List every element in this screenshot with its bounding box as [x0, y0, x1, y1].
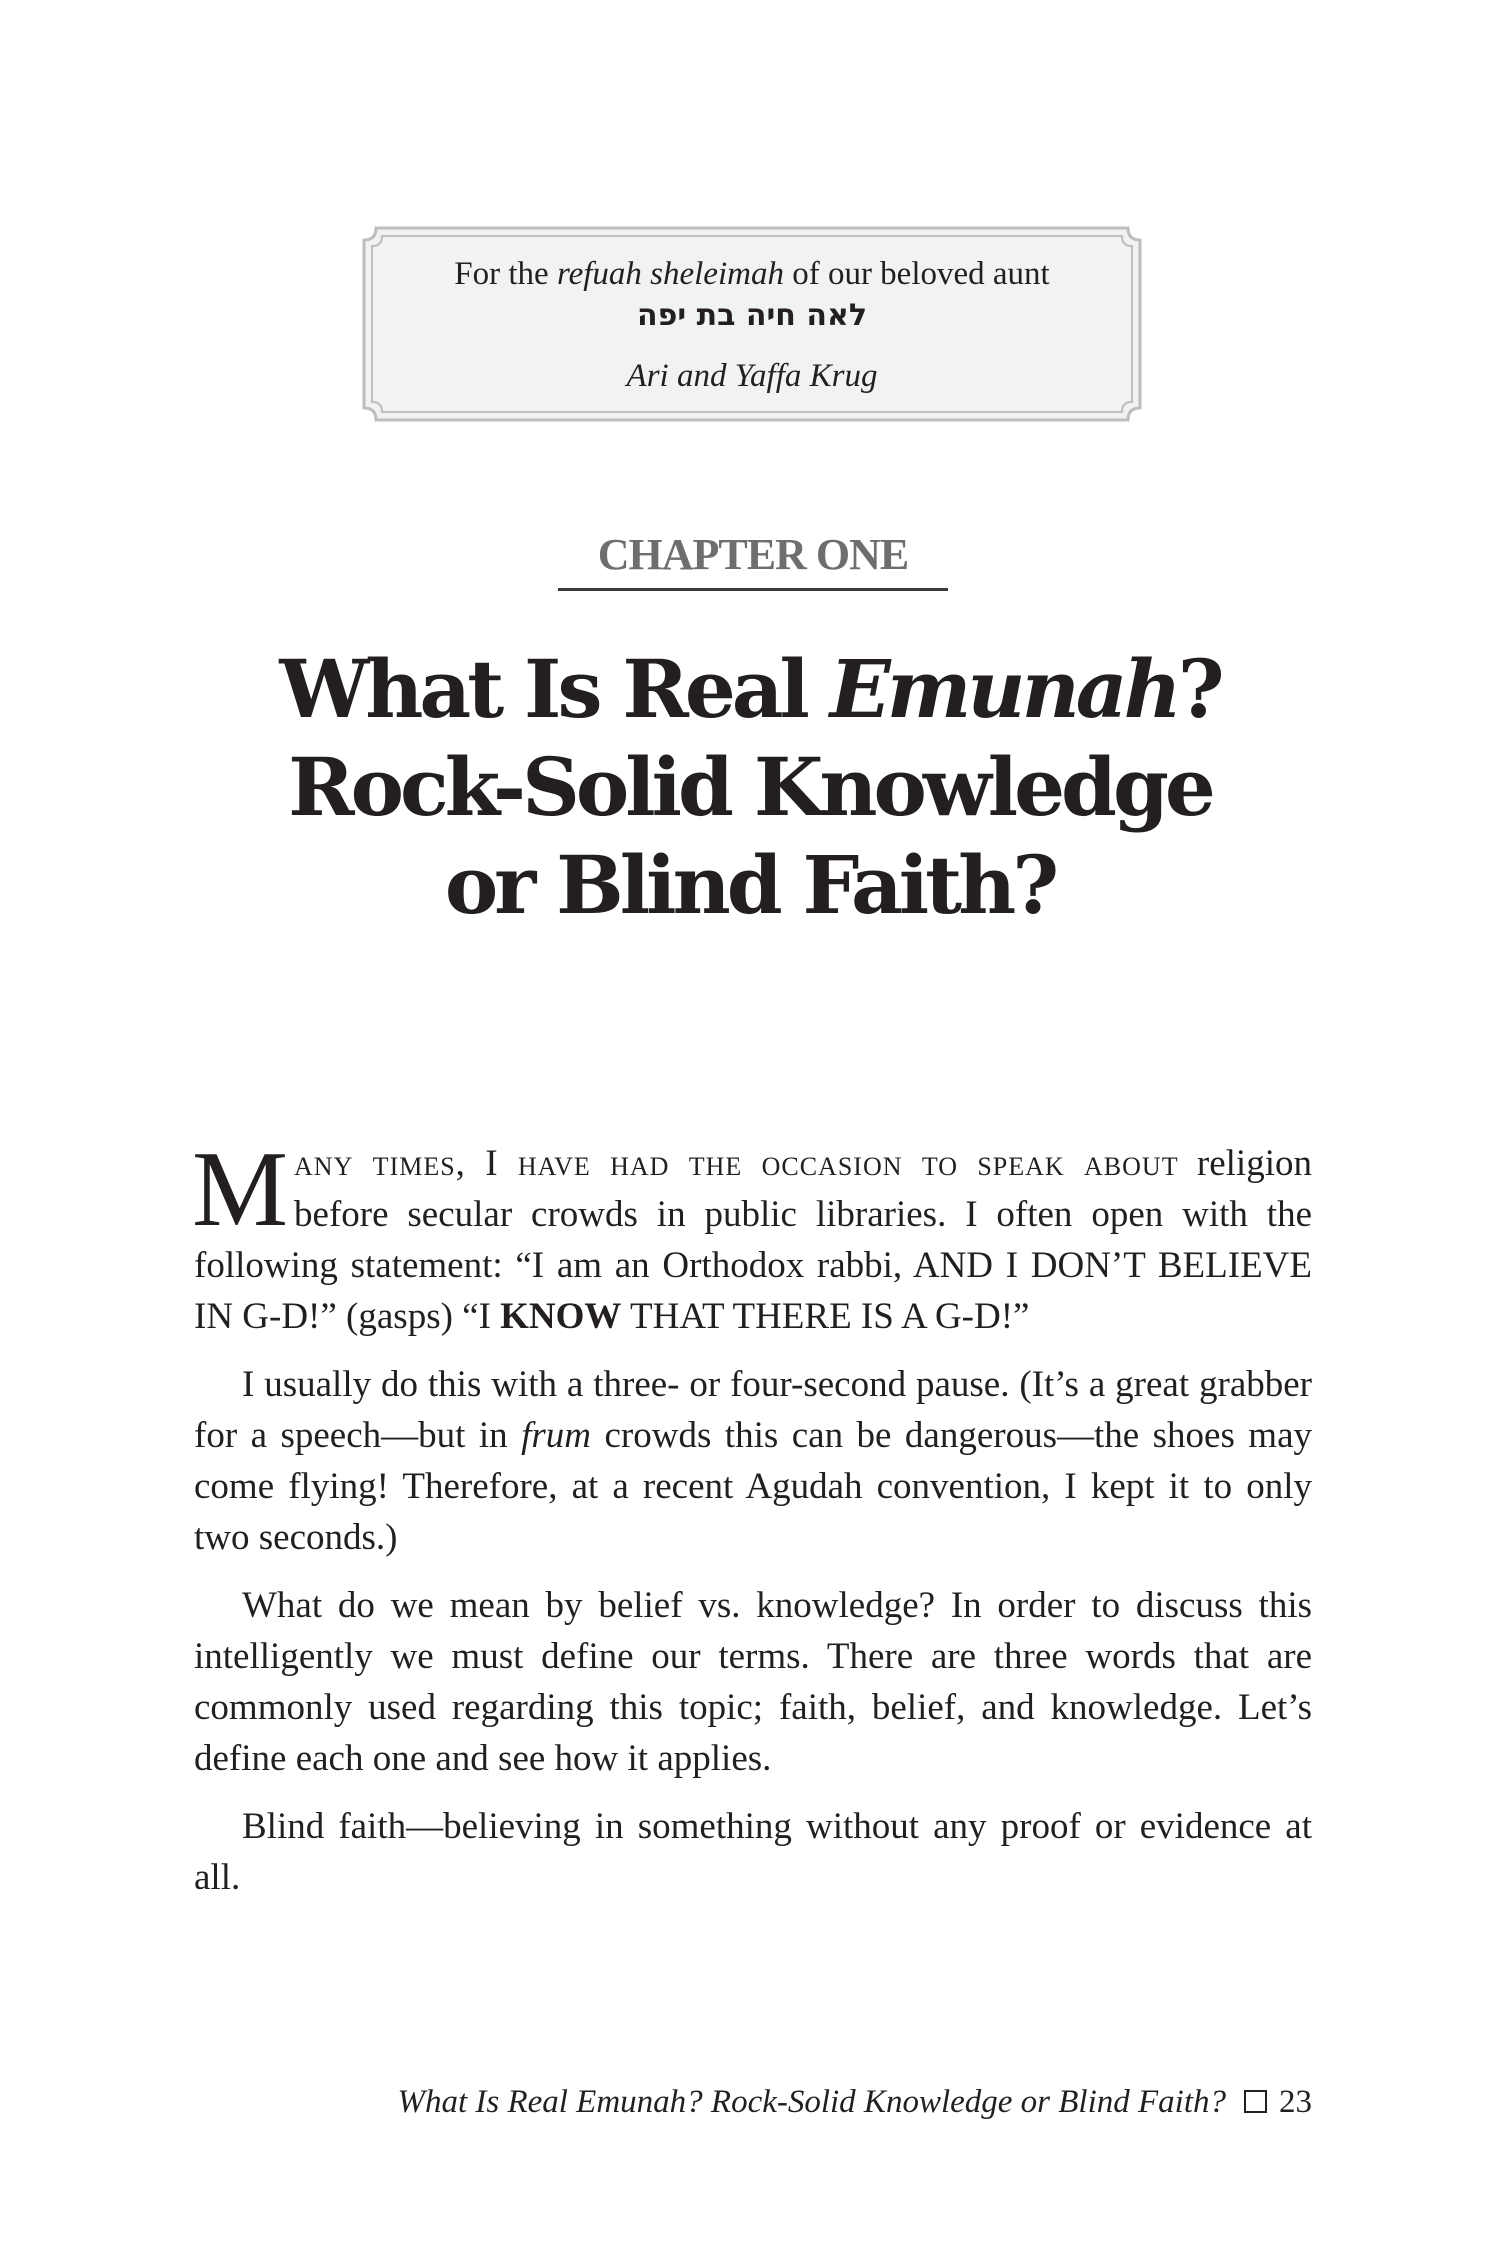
page-footer	[194, 2082, 1312, 2122]
opening-small-caps: any times, I have had the occasion to speak about	[294, 1143, 1179, 1184]
chapter-title-line-2: Rock-Solid Knowledge	[288, 740, 1212, 834]
chapter-title-line-1	[200, 640, 1300, 738]
body-text	[192, 1130, 1313, 1920]
drop-cap: M	[192, 1130, 289, 1249]
paragraph-2-text-b: crowds this can be dangerous—the shoes may come flying! Therefore, at a recent Agudah convention, I kept it to only two seconds.)	[194, 1415, 1313, 1558]
dedication-hebrew-name: לאה חיה בת יפה	[637, 298, 867, 333]
dedication-line-start: For the	[454, 256, 557, 292]
chapter-title-line-1-start: What Is Real	[279, 642, 830, 736]
running-title: What Is Real Emunah? Rock-Solid Knowledge or Blind Faith?	[397, 2084, 1226, 2120]
paragraph-1-text-b: THAT THERE IS A G-D!”	[621, 1296, 1030, 1337]
dedication-line-end: of our beloved aunt	[783, 256, 1050, 292]
dedication-text	[358, 222, 1146, 426]
dedication-line-italic: refuah sheleimah	[556, 256, 784, 292]
paragraph-1	[192, 1130, 1312, 1342]
paragraph-1-bold: KNOW	[500, 1296, 622, 1337]
dedication-line	[358, 254, 1146, 294]
chapter-title	[200, 640, 1300, 934]
chapter-title-line-3: or Blind Faith?	[444, 838, 1056, 932]
chapter-label: CHAPTER ONE	[597, 530, 909, 579]
dedication-box	[358, 222, 1146, 426]
paragraph-1-text-a: religion before secular crowds in public libraries. I often open with the following statement: “I am an Orthodox rabbi, AND I DON’T BELIEVE IN G-D!” (gasps) “I	[194, 1143, 1312, 1337]
paragraph-3: What do we mean by belief vs. knowledge? In order to discuss this intelligently we must define our terms. There are three words that are commonly used regarding this topic; faith, belief, and knowledge. Let’s define each one and see how it applies.	[194, 1585, 1312, 1779]
paragraph-4: Blind faith—believing in something without any proof or evidence at all.	[194, 1806, 1312, 1898]
paragraph-2-italic: frum	[521, 1415, 592, 1456]
chapter-title-italic-word: Emunah	[829, 642, 1178, 736]
chapter-label-underline	[558, 588, 948, 591]
chapter-title-line-1-end: ?	[1177, 642, 1221, 736]
paragraph-2	[194, 1359, 1312, 1563]
square-ornament-icon	[1244, 2090, 1267, 2113]
page-number: 23	[1279, 2084, 1312, 2120]
paragraph-2-text-a: I usually do this with a three- or four-second pause. (It’s a great grabber for a speech—but in	[194, 1364, 1312, 1456]
dedication-signature: Ari and Yaffa Krug	[626, 358, 878, 394]
